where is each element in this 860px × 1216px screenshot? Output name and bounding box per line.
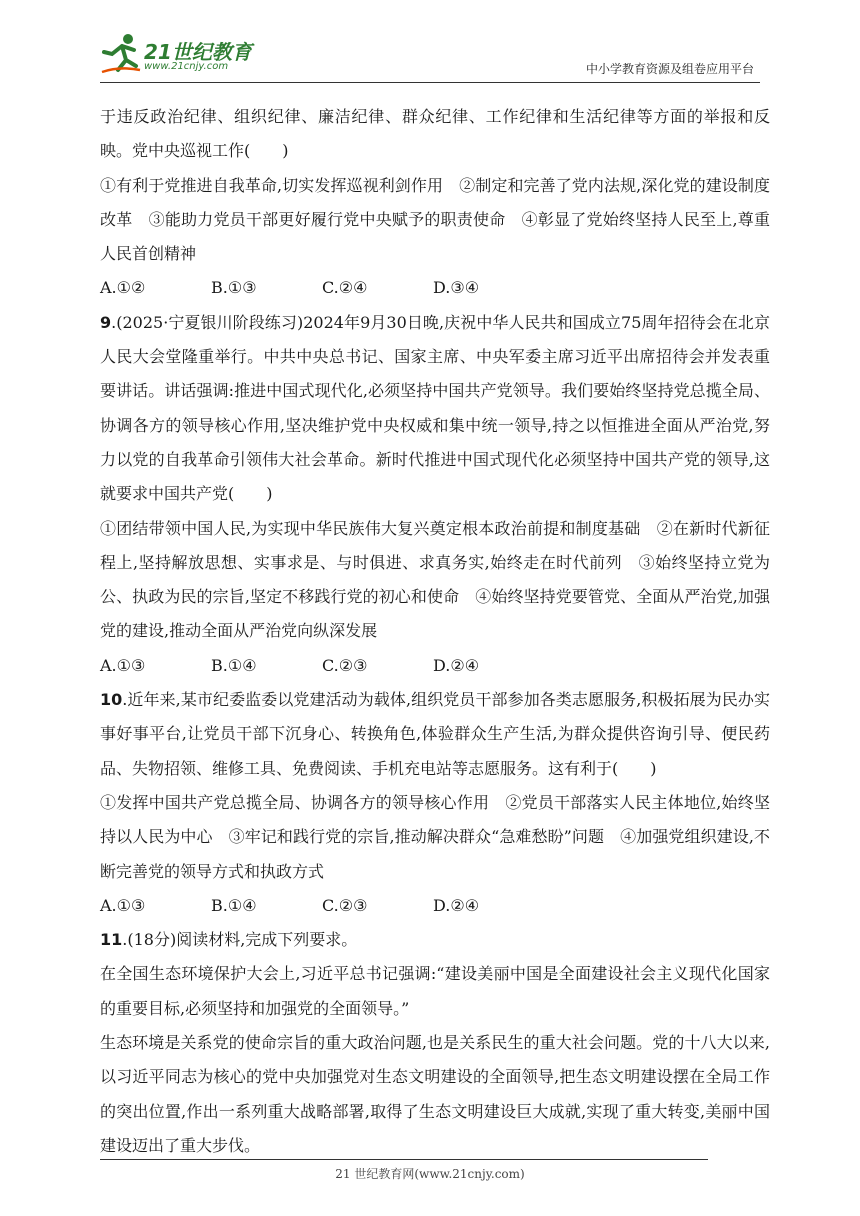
q10-statements: ①发挥中国共产党总揽全局、协调各方的领导核心作用 ②党员干部落实人民主体地位,始终坚持以人民为中心 ③牢记和践行党的宗旨,推动解决群众“急难愁盼”问题 ④加强党组织建设,不断完善党的领导方式和执政方式 xyxy=(100,792,770,881)
q8-option-a[interactable]: A.①② xyxy=(100,278,146,298)
q9-statements: ①团结带领中国人民,为实现中华民族伟大复兴奠定根本政治前提和制度基础 ②在新时代新征程上,坚持解放思想、实事求是、与时俱进、求真务实,始终走在时代前列 ③始终坚持立党为公、执政为民的宗旨,坚定不移践行党的初心和使命 ④始终坚持党要管党、全面从严治党,加强党的建设,推动全面从严治党向纵深发展 xyxy=(100,518,770,641)
q9-number: 9 xyxy=(100,312,112,332)
logo-url: www.21cnjy.com xyxy=(144,61,229,72)
site-logo[interactable] xyxy=(100,30,270,78)
q8-option-c[interactable]: C.②④ xyxy=(322,278,368,298)
q8-options xyxy=(100,271,770,305)
q11-number: 11 xyxy=(100,930,123,950)
platform-title: 中小学教育资源及组卷应用平台 xyxy=(585,62,754,76)
q8-stem-continued: 于违反政治纪律、组织纪律、廉洁纪律、群众纪律、工作纪律和生活纪律等方面的举报和反映。党中央巡视工作( ) xyxy=(100,107,770,161)
q10-options xyxy=(100,889,770,923)
q9-stem xyxy=(100,306,770,512)
q8-statements: ①有利于党推进自我革命,切实发挥巡视利剑作用 ②制定和完善了党内法规,深化党的建设制度改革 ③能助力党员干部更好履行党中央赋予的职责使命 ④彰显了党始终坚持人民至上,尊重人民首创精神 xyxy=(100,175,770,264)
logo-text: 21世纪教育 xyxy=(144,40,252,64)
q9-option-a[interactable]: A.①③ xyxy=(100,655,146,675)
question-content xyxy=(100,100,770,1163)
q11-stem-text: .(18分)阅读材料,完成下列要求。 xyxy=(122,930,358,950)
runner-logo-icon xyxy=(100,32,142,76)
q9-option-c[interactable]: C.②③ xyxy=(322,655,368,675)
q9-options xyxy=(100,649,770,683)
q8-option-d[interactable]: D.③④ xyxy=(433,278,480,298)
q10-stem-text: .近年来,某市纪委监委以党建活动为载体,组织党员干部参加各类志愿服务,积极拓展为民办实事好事平台,让党员干部下沉身心、转换角色,体验群众生产生活,为群众提供咨询引导、便民药品、失物招领、维修工具、免费阅读、手机充电站等志愿服务。这有利于( ) xyxy=(100,690,770,778)
q8-option-b[interactable]: B.①③ xyxy=(211,278,257,298)
q11-material-1: 在全国生态环境保护大会上,习近平总书记强调:“建设美丽中国是全面建设社会主义现代化国家的重要目标,必须坚持和加强党的全面领导。” xyxy=(100,964,770,1018)
q10-option-b[interactable]: B.①④ xyxy=(211,895,257,915)
q10-stem xyxy=(100,683,770,786)
header-divider xyxy=(100,82,760,83)
q10-option-d[interactable]: D.②④ xyxy=(433,895,480,915)
q10-number: 10 xyxy=(100,690,123,710)
footer-divider xyxy=(100,1159,708,1160)
q9-option-b[interactable]: B.①④ xyxy=(211,655,257,675)
q11-material-2: 生态环境是关系党的使命宗旨的重大政治问题,也是关系民生的重大社会问题。党的十八大以来,以习近平同志为核心的党中央加强党对生态文明建设的全面领导,把生态文明建设摆在全局工作的突出位置,作出一系列重大战略部署,取得了生态文明建设巨大成就,实现了重大转变,美丽中国建设迈出了重大步伐。 xyxy=(100,1033,770,1155)
q10-option-c[interactable]: C.②③ xyxy=(322,895,368,915)
q9-stem-text: .(2025·宁夏银川阶段练习)2024年9月30日晚,庆祝中华人民共和国成立75周年招待会在北京人民大会堂隆重举行。中共中央总书记、国家主席、中央军委主席习近平出席招待会并发表重要讲话。讲话强调:推进中国式现代化,必须坚持中国共产党领导。我们要始终坚持党总揽全局、协调各方的领导核心作用,坚决维护党中央权威和集中统一领导,持之以恒推进全面从严治党,努力以党的自我革命引领伟大社会革命。新时代推进中国式现代化必须坚持中国共产党的领导,这就要求中国共产党( ) xyxy=(100,312,770,504)
page-header xyxy=(100,30,760,82)
q11-stem xyxy=(100,923,770,957)
q9-option-d[interactable]: D.②④ xyxy=(433,655,480,675)
page-footer: 21 世纪教育网(www.21cnjy.com) xyxy=(335,1167,525,1181)
q10-option-a[interactable]: A.①③ xyxy=(100,895,146,915)
